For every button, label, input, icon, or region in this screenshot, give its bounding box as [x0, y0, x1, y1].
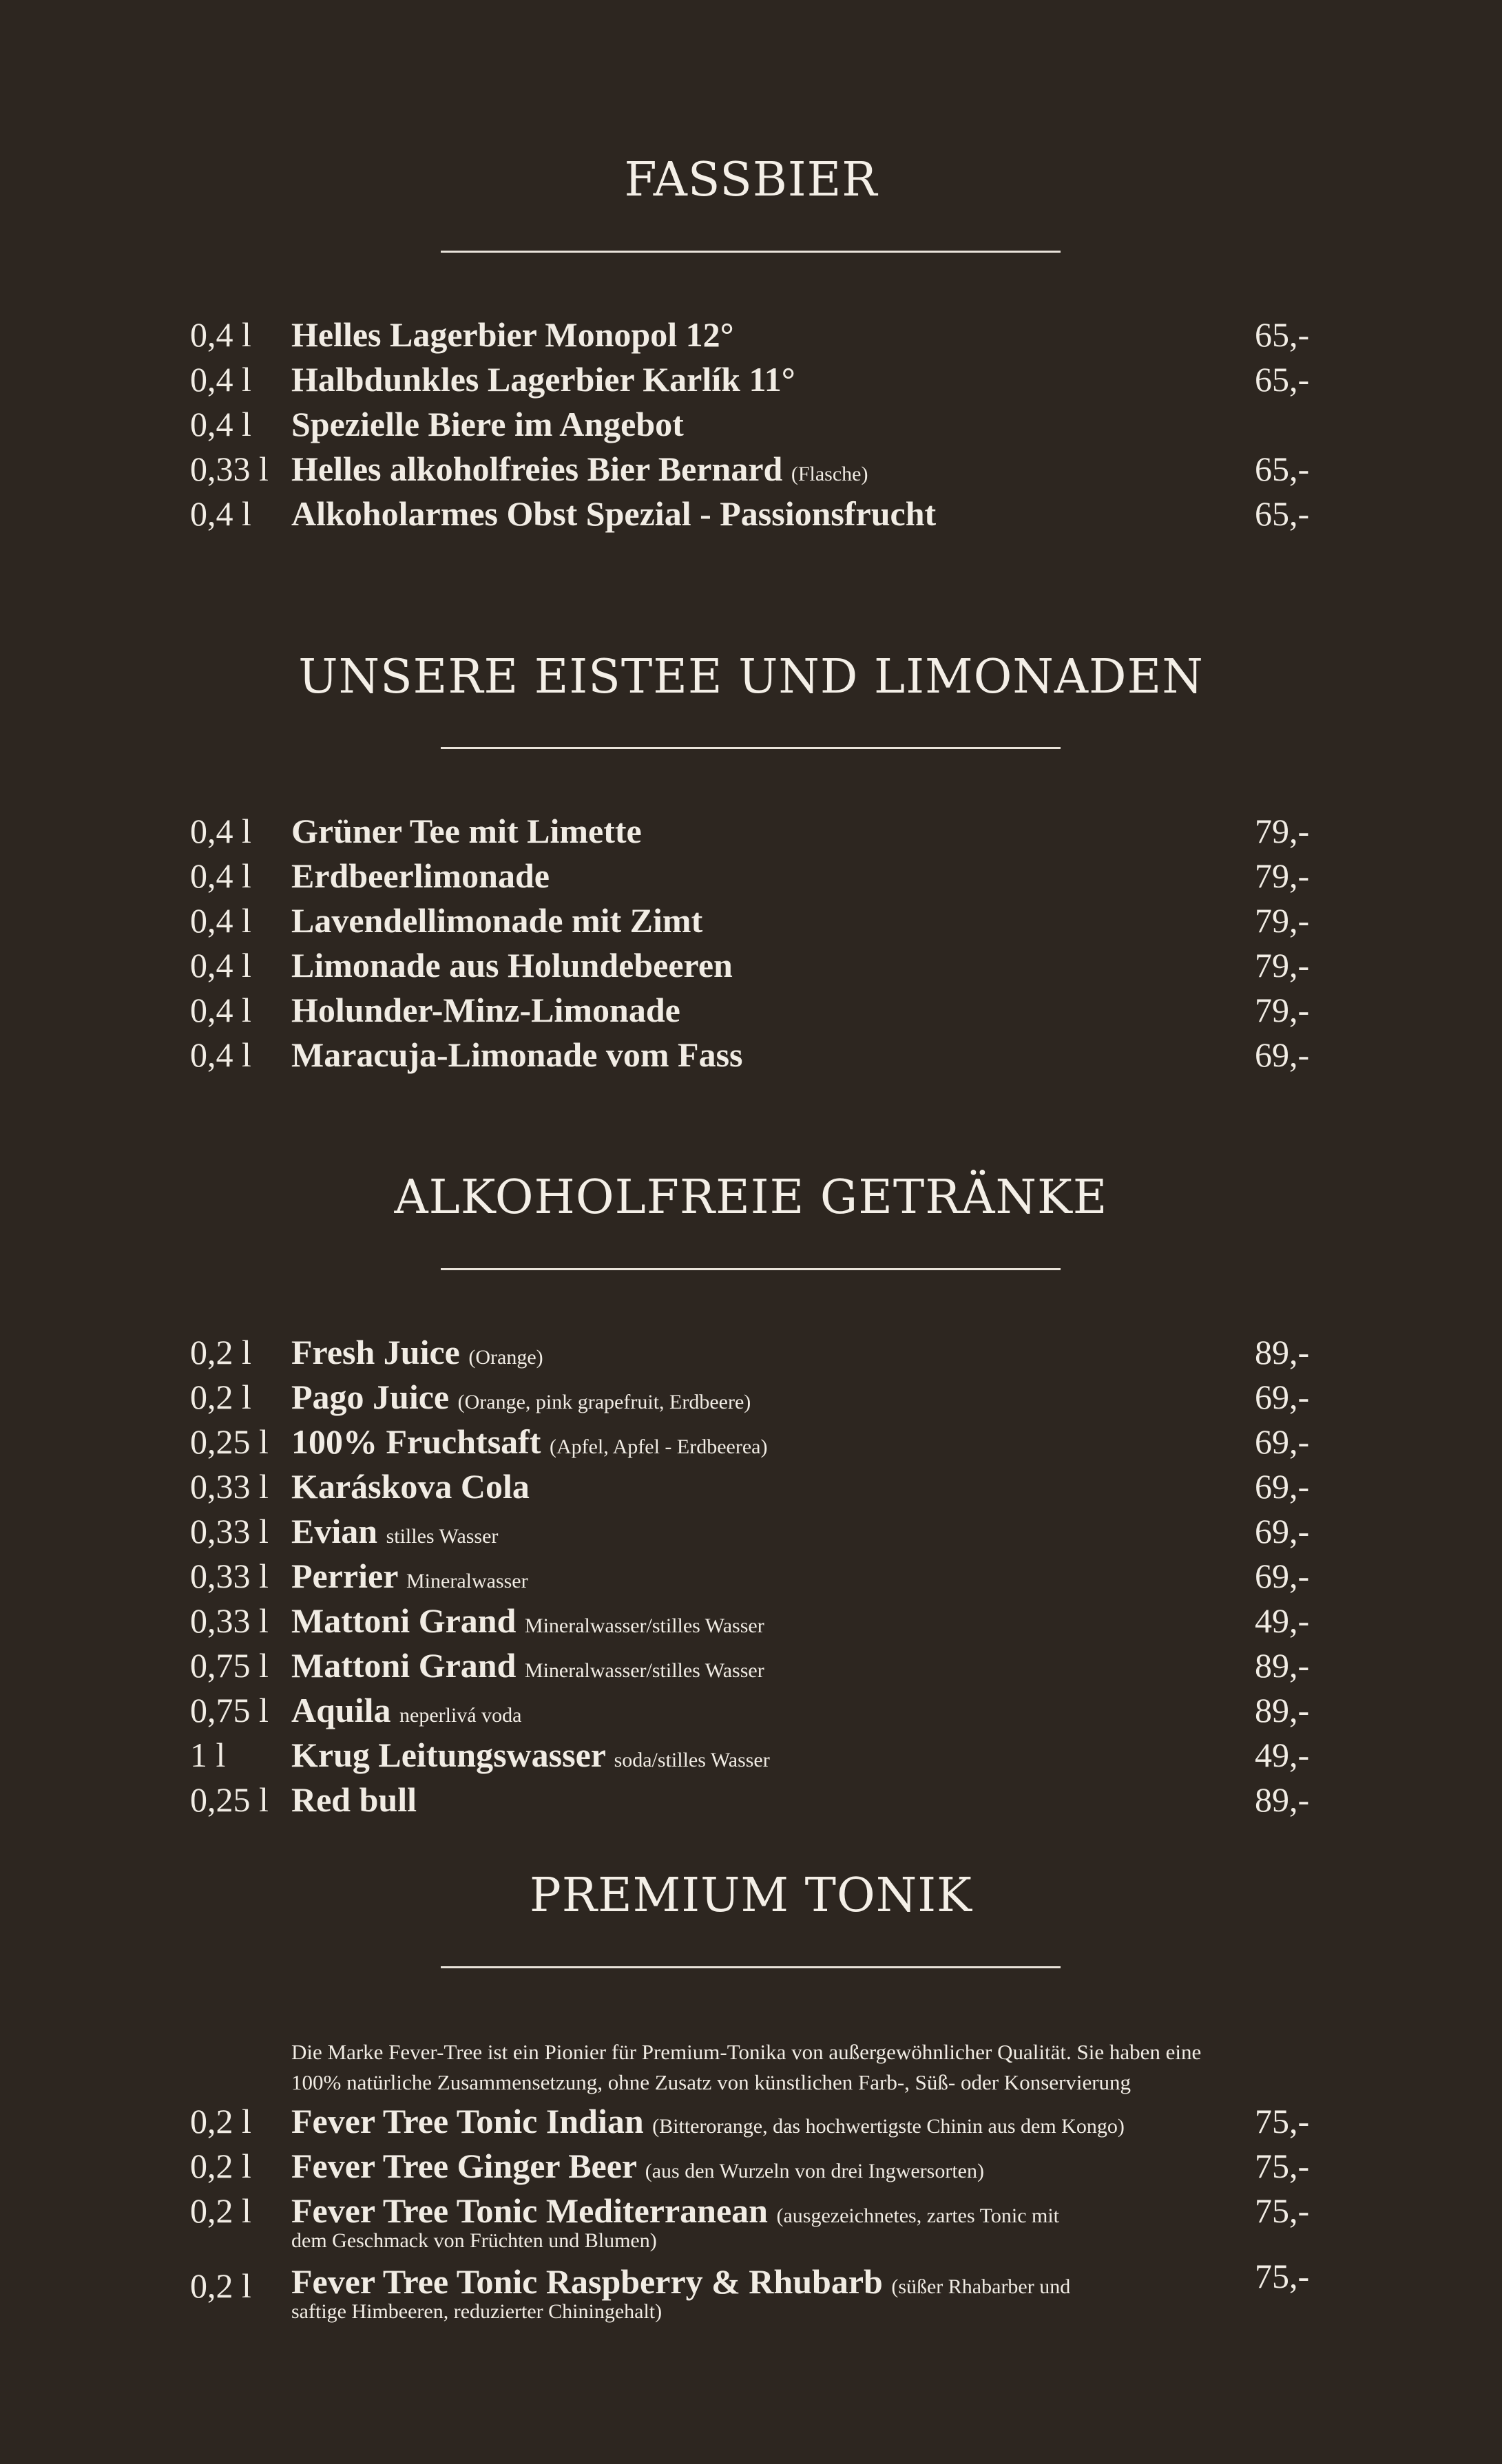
section-title-alkoholfreie: ALKOHOLFREIE GETRÄNKE	[394, 1170, 1108, 1225]
item-name: Maracuja-Limonade vom Fass	[291, 1035, 743, 1074]
item-note: (Bitterorange, das hochwertigste Chinin aus dem Kongo)	[652, 2115, 1125, 2138]
item-price: 89,-	[1255, 1646, 1310, 1685]
menu-item	[0, 1734, 1502, 1779]
item-note: (süßer Rhabarber und	[891, 2275, 1071, 2298]
divider	[441, 1966, 1061, 1968]
menu-item	[0, 2100, 1502, 2145]
menu-item	[0, 1420, 1502, 1466]
item-price: 75,-	[1255, 2257, 1310, 2295]
item-price: 75,-	[1255, 2191, 1310, 2230]
item-price: 79,-	[1255, 946, 1310, 984]
item-volume: 0,2 l	[190, 2191, 251, 2230]
menu-item	[0, 1510, 1502, 1555]
item-name: Mattoni Grand Mineralwasser/stilles Wasser	[291, 1646, 764, 1685]
divider	[441, 251, 1061, 253]
item-volume: 0,75 l	[190, 1646, 269, 1685]
item-price: 69,-	[1255, 1557, 1310, 1595]
menu-item	[0, 313, 1502, 359]
menu-item	[0, 944, 1502, 989]
item-name: Aquila neperlivá voda	[291, 1691, 522, 1729]
item-price: 79,-	[1255, 812, 1310, 850]
item-name: Fever Tree Ginger Beer (aus den Wurzeln von drei Ingwersorten)	[291, 2147, 984, 2185]
item-price: 89,-	[1255, 1780, 1310, 1819]
item-price: 65,-	[1255, 494, 1310, 533]
menu-item	[0, 492, 1502, 538]
item-name: Fever Tree Tonic Indian (Bitterorange, das hochwertigste Chinin aus dem Kongo)	[291, 2102, 1125, 2140]
item-name: Perrier Mineralwasser	[291, 1557, 528, 1595]
item-price: 65,-	[1255, 360, 1310, 399]
item-price: 69,-	[1255, 1422, 1310, 1461]
item-name: Fresh Juice (Orange)	[291, 1333, 543, 1371]
item-volume: 0,2 l	[190, 2147, 251, 2185]
item-price: 79,-	[1255, 991, 1310, 1029]
menu-item	[0, 1033, 1502, 1079]
item-note: (Orange)	[468, 1346, 543, 1369]
item-price: 69,-	[1255, 1035, 1310, 1074]
item-volume: 0,4 l	[190, 901, 251, 940]
item-note: stilles Wasser	[386, 1525, 499, 1548]
item-volume: 0,4 l	[190, 315, 251, 354]
section-title-eistee: UNSERE EISTEE UND LIMONADEN	[298, 650, 1204, 704]
item-volume: 0,2 l	[190, 1378, 251, 1416]
menu-item	[0, 810, 1502, 855]
item-volume: 0,33 l	[190, 1601, 269, 1640]
divider	[441, 1268, 1061, 1270]
item-note: Mineralwasser/stilles Wasser	[524, 1614, 764, 1637]
item-note: (aus den Wurzeln von drei Ingwersorten)	[645, 2160, 984, 2182]
item-volume: 0,25 l	[190, 1422, 269, 1461]
item-price: 49,-	[1255, 1736, 1310, 1774]
menu-item	[0, 1644, 1502, 1689]
menu-item	[0, 899, 1502, 945]
item-name: Holunder-Minz-Limonade	[291, 991, 680, 1029]
item-name: Pago Juice (Orange, pink grapefruit, Erdbeere)	[291, 1378, 751, 1416]
item-price: 89,-	[1255, 1691, 1310, 1729]
item-price: 69,-	[1255, 1378, 1310, 1416]
menu-item	[0, 1778, 1502, 1824]
item-volume: 0,2 l	[190, 2102, 251, 2140]
item-volume: 0,33 l	[190, 1467, 269, 1506]
item-name: Evian stilles Wasser	[291, 1512, 499, 1550]
item-name: Fever Tree Tonic Mediterranean (ausgezeichnetes, zartes Tonic mit	[291, 2191, 1060, 2230]
item-volume: 0,33 l	[190, 1512, 269, 1550]
item-price: 49,-	[1255, 1601, 1310, 1640]
item-volume: 0,4 l	[190, 405, 251, 443]
menu-item	[0, 358, 1502, 403]
item-volume: 0,4 l	[190, 494, 251, 533]
item-name: Erdbeerlimonade	[291, 856, 550, 895]
item-note: soda/stilles Wasser	[614, 1749, 770, 1771]
menu-item	[0, 447, 1502, 493]
item-name: 100% Fruchtsaft (Apfel, Apfel - Erdbeerea)	[291, 1422, 768, 1461]
section-title-fassbier: FASSBIER	[624, 153, 878, 207]
item-volume: 0,25 l	[190, 1780, 269, 1819]
item-name: Karáskova Cola	[291, 1467, 530, 1506]
menu-item	[0, 854, 1502, 900]
item-volume: 0,4 l	[190, 856, 251, 895]
item-price: 79,-	[1255, 901, 1310, 940]
item-note-continued: dem Geschmack von Früchten und Blumen)	[291, 2229, 657, 2252]
item-note: (Orange, pink grapefruit, Erdbeere)	[457, 1391, 751, 1413]
item-volume: 0,2 l	[190, 2266, 251, 2305]
item-name: Helles alkoholfreies Bier Bernard (Flasche)	[291, 450, 868, 488]
menu-item	[0, 989, 1502, 1034]
menu-item	[0, 1465, 1502, 1510]
item-name: Limonade aus Holundebeeren	[291, 946, 733, 984]
item-volume: 0,4 l	[190, 991, 251, 1029]
item-price: 75,-	[1255, 2102, 1310, 2140]
item-volume: 0,4 l	[190, 360, 251, 399]
item-price: 69,-	[1255, 1512, 1310, 1550]
item-name: Lavendellimonade mit Zimt	[291, 901, 703, 940]
item-price: 65,-	[1255, 315, 1310, 354]
menu-item	[0, 1555, 1502, 1600]
item-note-continued: saftige Himbeeren, reduzierter Chiningehalt)	[291, 2300, 663, 2323]
item-price: 89,-	[1255, 1333, 1310, 1371]
item-price: 69,-	[1255, 1467, 1310, 1506]
item-name: Krug Leitungswasser soda/stilles Wasser	[291, 1736, 770, 1774]
item-note: (Apfel, Apfel - Erdbeerea)	[549, 1435, 768, 1458]
item-name: Halbdunkles Lagerbier Karlík 11°	[291, 360, 795, 399]
item-volume: 1 l	[190, 1736, 226, 1774]
menu-item	[0, 1599, 1502, 1645]
section-title-premium-tonik: PREMIUM TONIK	[530, 1868, 972, 1923]
menu-item	[0, 403, 1502, 448]
item-name: Alkoholarmes Obst Spezial - Passionsfrucht	[291, 494, 937, 533]
item-name: Mattoni Grand Mineralwasser/stilles Wasser	[291, 1601, 764, 1640]
item-volume: 0,2 l	[190, 1333, 251, 1371]
menu-item	[0, 2189, 1502, 2252]
item-name: Fever Tree Tonic Raspberry & Rhubarb (süßer Rhabarber und	[291, 2262, 1071, 2301]
item-name: Spezielle Biere im Angebot	[291, 405, 684, 443]
item-volume: 0,33 l	[190, 1557, 269, 1595]
item-name: Grüner Tee mit Limette	[291, 812, 642, 850]
item-volume: 0,75 l	[190, 1691, 269, 1729]
item-name: Helles Lagerbier Monopol 12°	[291, 315, 734, 354]
section-intro: Die Marke Fever-Tree ist ein Pionier für Premium-Tonika von außergewöhnlicher Qualität. Sie haben eine 100% natürliche Zusammensetzung, ohne Zusatz von künstlichen Farb-, Süß- oder Konservierung	[291, 2040, 1202, 2094]
item-note: Mineralwasser	[406, 1570, 528, 1592]
item-price: 75,-	[1255, 2147, 1310, 2185]
item-note: (Flasche)	[791, 463, 868, 485]
item-volume: 0,4 l	[190, 812, 251, 850]
item-note: Mineralwasser/stilles Wasser	[524, 1659, 764, 1682]
menu-item	[0, 2145, 1502, 2190]
item-price: 65,-	[1255, 450, 1310, 488]
item-note: (ausgezeichnetes, zartes Tonic mit	[776, 2204, 1060, 2227]
item-volume: 0,4 l	[190, 1035, 251, 1074]
item-name: Red bull	[291, 1780, 417, 1819]
item-volume: 0,33 l	[190, 450, 269, 488]
menu-item	[0, 2257, 1502, 2323]
item-note: neperlivá voda	[399, 1704, 522, 1727]
divider	[441, 747, 1061, 749]
menu-item	[0, 1376, 1502, 1421]
item-price: 79,-	[1255, 856, 1310, 895]
menu-item	[0, 1331, 1502, 1376]
item-volume: 0,4 l	[190, 946, 251, 984]
menu-item	[0, 1689, 1502, 1734]
